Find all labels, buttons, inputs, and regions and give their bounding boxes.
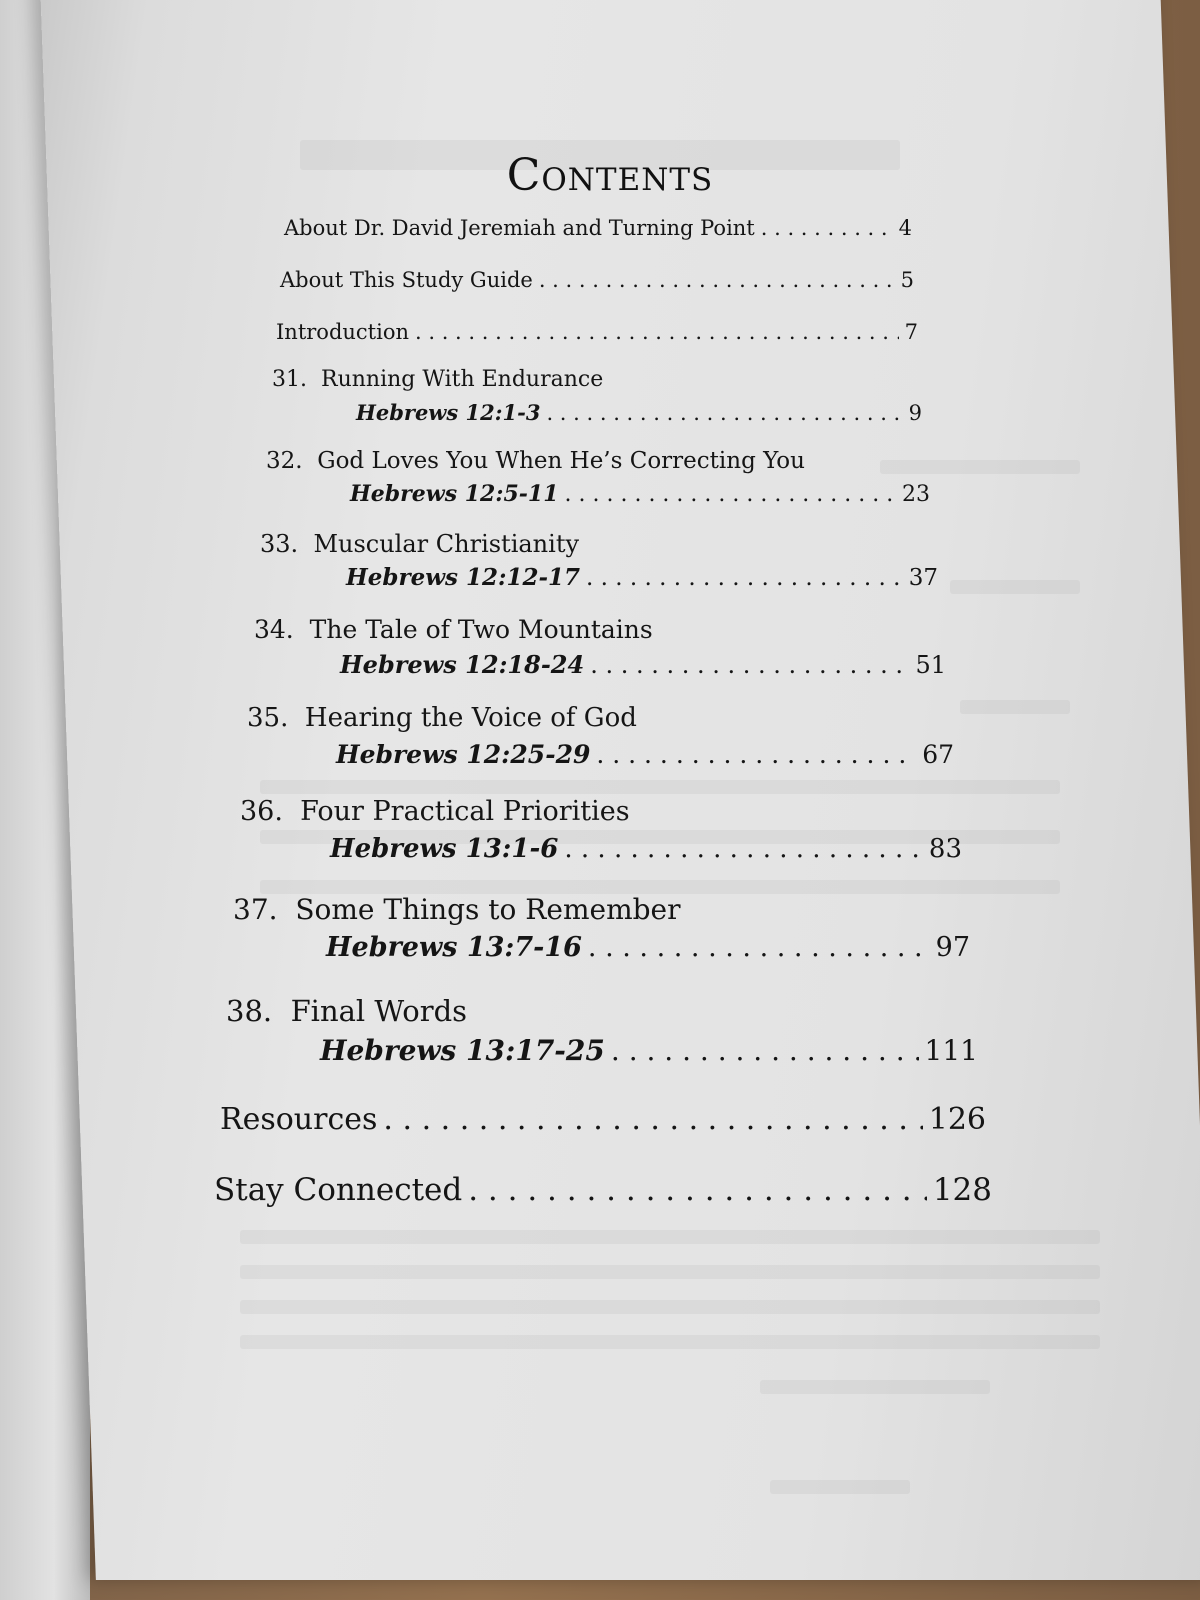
chapter-title-36 xyxy=(240,796,630,827)
chapter-reference-34 xyxy=(340,650,946,679)
toc-entry-page: 126 xyxy=(928,1102,986,1137)
toc-entry-label: Resources xyxy=(220,1102,378,1137)
toc-entry-page: 67 xyxy=(922,740,954,769)
chapter-title: Some Things to Remember xyxy=(295,893,681,926)
leader-dots xyxy=(383,1102,922,1137)
toc-entry-resources xyxy=(220,1102,986,1137)
chapter-number: 37. xyxy=(233,893,278,926)
chapter-title: Four Practical Priorities xyxy=(300,796,630,827)
chapter-title: God Loves You When He’s Correcting You xyxy=(317,448,805,474)
toc-entry-label: About This Study Guide xyxy=(280,268,533,292)
scripture-reference: Hebrews 13:1-6 xyxy=(330,834,559,864)
chapter-title: Running With Endurance xyxy=(321,367,604,392)
scripture-reference: Hebrews 12:5-11 xyxy=(350,481,559,507)
chapter-title-35 xyxy=(247,703,637,733)
leader-dots xyxy=(611,1034,919,1067)
leader-dots xyxy=(539,268,895,292)
leader-dots xyxy=(565,482,896,507)
scripture-reference: Hebrews 13:17-25 xyxy=(320,1034,605,1067)
toc-entry-about-study-guide xyxy=(280,268,914,292)
chapter-title: Hearing the Voice of God xyxy=(304,703,637,733)
chapter-reference-36 xyxy=(330,834,962,864)
chapter-reference-37 xyxy=(326,932,970,963)
toc-entry-introduction xyxy=(276,320,918,344)
chapter-number: 38. xyxy=(226,994,273,1028)
leader-dots xyxy=(564,834,923,864)
chapter-reference-31 xyxy=(356,400,922,425)
toc-entry-label: Stay Connected xyxy=(214,1172,463,1208)
toc-entry-stay-connected xyxy=(214,1172,992,1208)
toc-entry-page: 37 xyxy=(908,565,938,591)
chapter-number: 32. xyxy=(266,448,303,474)
leader-dots xyxy=(546,401,902,425)
leader-dots xyxy=(586,565,903,591)
leader-dots xyxy=(596,740,916,769)
leader-dots xyxy=(468,1172,927,1208)
toc-entry-page: 83 xyxy=(928,834,962,864)
leader-dots xyxy=(590,651,909,679)
chapter-number: 33. xyxy=(260,530,299,558)
chapter-title-33 xyxy=(260,530,579,558)
chapter-number: 36. xyxy=(240,796,283,827)
chapter-reference-33 xyxy=(346,564,938,591)
leader-dots xyxy=(588,932,930,963)
leader-dots xyxy=(415,320,899,344)
toc-entry-page: 111 xyxy=(924,1034,978,1067)
toc-entry-page: 128 xyxy=(932,1172,992,1208)
toc-entry-label: Introduction xyxy=(276,320,409,344)
scripture-reference: Hebrews 13:7-16 xyxy=(326,932,582,963)
toc-entry-page: 5 xyxy=(900,268,914,292)
chapter-title-32 xyxy=(266,448,805,474)
toc-entry-about-author xyxy=(284,216,912,240)
toc-entry-page: 51 xyxy=(915,651,946,679)
scripture-reference: Hebrews 12:12-17 xyxy=(346,564,581,591)
page-title: Contents xyxy=(506,150,714,201)
chapter-reference-35 xyxy=(336,740,954,769)
scripture-reference: Hebrews 12:1-3 xyxy=(356,400,541,425)
chapter-title-31 xyxy=(272,367,603,392)
chapter-title-37 xyxy=(233,893,681,926)
toc-entry-page: 97 xyxy=(935,932,970,963)
toc-entry-page: 9 xyxy=(908,401,922,425)
chapter-title: Muscular Christianity xyxy=(313,530,580,558)
toc-entry-page: 7 xyxy=(904,320,918,344)
scripture-reference: Hebrews 12:18-24 xyxy=(340,650,585,679)
chapter-title-38 xyxy=(226,994,467,1028)
chapter-reference-32 xyxy=(350,481,930,507)
chapter-number: 31. xyxy=(272,367,307,392)
leader-dots xyxy=(761,216,893,240)
scripture-reference: Hebrews 12:25-29 xyxy=(336,740,591,769)
chapter-reference-38 xyxy=(320,1034,978,1067)
toc-entry-page: 23 xyxy=(902,482,930,507)
chapter-title: The Tale of Two Mountains xyxy=(309,615,653,644)
chapter-title: Final Words xyxy=(290,994,468,1028)
toc-entry-label: About Dr. David Jeremiah and Turning Point xyxy=(284,216,755,240)
chapter-number: 35. xyxy=(247,703,289,733)
chapter-title-34 xyxy=(254,615,653,644)
chapter-number: 34. xyxy=(254,615,294,644)
toc-entry-page: 4 xyxy=(898,216,912,240)
